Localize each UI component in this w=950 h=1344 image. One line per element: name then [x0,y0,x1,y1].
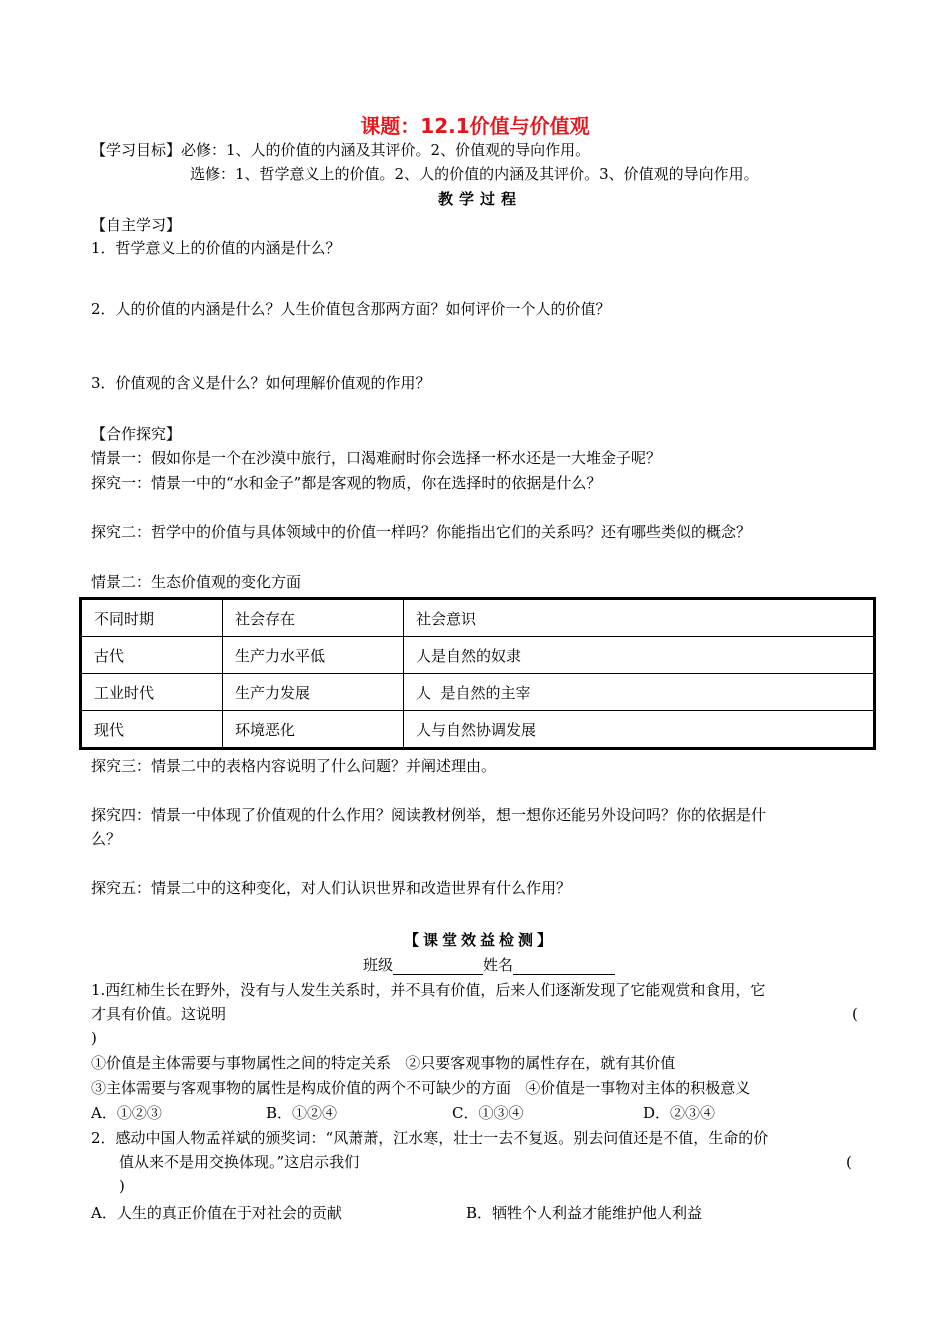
explore-four-line2: 么？ [91,830,122,848]
page-title: 课题：12.1价值与价值观 [360,114,590,138]
explore-five: 探究五：情景二中的这种变化，对人们认识世界和改造世界有什么作用？ [91,879,572,897]
name-label: 姓名 [483,956,514,974]
self-study-heading: 【自主学习】 [91,216,182,234]
table-header-cell: 不同时期 [81,599,223,637]
class-name-line [363,955,615,975]
table-cell: 人与自然协调发展 [404,711,875,749]
q1-answer-paren-open: ( [852,1005,858,1023]
table-cell: 工业时代 [81,674,223,711]
table-cell: 人是自然的奴隶 [404,637,875,674]
objectives-elective: 选修：1、哲学意义上的价值。2、人的价值的内涵及其评价。3、价值观的导向作用。 [190,165,759,183]
table-cell: 人 是自然的主宰 [404,674,875,711]
class-label: 班级 [363,956,394,974]
table-cell: 古代 [81,637,223,674]
self-study-q3: 3．价值观的含义是什么？如何理解价值观的作用？ [91,374,431,392]
scene-one: 情景一：假如你是一个在沙漠中旅行，口渴难耐时你会选择一杯水还是一大堆金子呢？ [91,449,662,467]
table-header-cell: 社会意识 [404,599,875,637]
table-row [81,674,875,711]
explore-four-line1: 探究四：情景一中体现了价值观的什么作用？阅读教材例举，想一想你还能另外设问吗？你的依据是什 [91,806,767,824]
q1-choice-b: B．①②④ [266,1104,338,1122]
self-study-q1: 1．哲学意义上的价值的内涵是什么？ [91,239,341,257]
q2-answer-paren-close: ) [119,1177,125,1195]
class-blank[interactable] [393,957,483,975]
table-header-cell: 社会存在 [223,599,404,637]
scene-two: 情景二：生态价值观的变化方面 [91,573,302,591]
q1-line1: 1.西红柿生长在野外，没有与人发生关系时，并不具有价值，后来人们逐渐发现了它能观赏和食用，它 [91,981,766,999]
q1-choice-d: D．②③④ [643,1104,716,1122]
table-row [81,637,875,674]
q2-answer-paren-open: ( [846,1153,852,1171]
q2-choice-b: B．牺牲个人利益才能维护他人利益 [466,1204,703,1222]
cooperative-heading: 【合作探究】 [91,425,182,443]
explore-one: 探究一：情景一中的“水和金子”都是客观的物质，你在选择时的依据是什么？ [91,474,602,492]
q1-options-3-4: ③主体需要与客观事物的属性是构成价值的两个不可缺少的方面 ④价值是一事物对主体的积极意义 [91,1079,751,1097]
self-study-q2: 2．人的价值的内涵是什么？人生价值包含那两方面？如何评价一个人的价值？ [91,300,611,318]
q2-line2: 值从来不是用交换体现。”这启示我们 [119,1153,360,1171]
q1-answer-paren-close: ) [91,1029,97,1047]
objectives-required: 【学习目标】必修：1、人的价值的内涵及其评价。2、价值观的导向作用。 [91,141,591,159]
ecology-table [79,597,876,750]
explore-two: 探究二：哲学中的价值与具体领域中的价值一样吗？你能指出它们的关系吗？还有哪些类似的概念？ [91,523,752,541]
table-cell: 环境恶化 [223,711,404,749]
name-blank[interactable] [513,957,615,975]
table-row [81,711,875,749]
q1-choice-c: C．①③④ [452,1104,524,1122]
explore-three: 探究三：情景二中的表格内容说明了什么问题？并阐述理由。 [91,757,497,775]
table-cell: 现代 [81,711,223,749]
table-cell: 生产力水平低 [223,637,404,674]
q1-choice-a: A．①②③ [91,1104,162,1122]
q2-line1: 2．感动中国人物孟祥斌的颁奖词：“风萧萧，江水寒，壮士一去不复返。别去问值还是不值，生命的价 [91,1129,769,1147]
table-cell: 生产力发展 [223,674,404,711]
q1-line2: 才具有价值。这说明 [91,1005,227,1023]
q1-options-1-2: ①价值是主体需要与事物属性之间的特定关系 ②只要客观事物的属性存在，就有其价值 [91,1054,676,1072]
q2-choice-a: A．人生的真正价值在于对社会的贡献 [91,1204,342,1222]
table-header-row [81,599,875,637]
process-heading: 教学过程 [437,190,522,208]
test-heading: 【课堂效益检测】 [403,931,556,949]
